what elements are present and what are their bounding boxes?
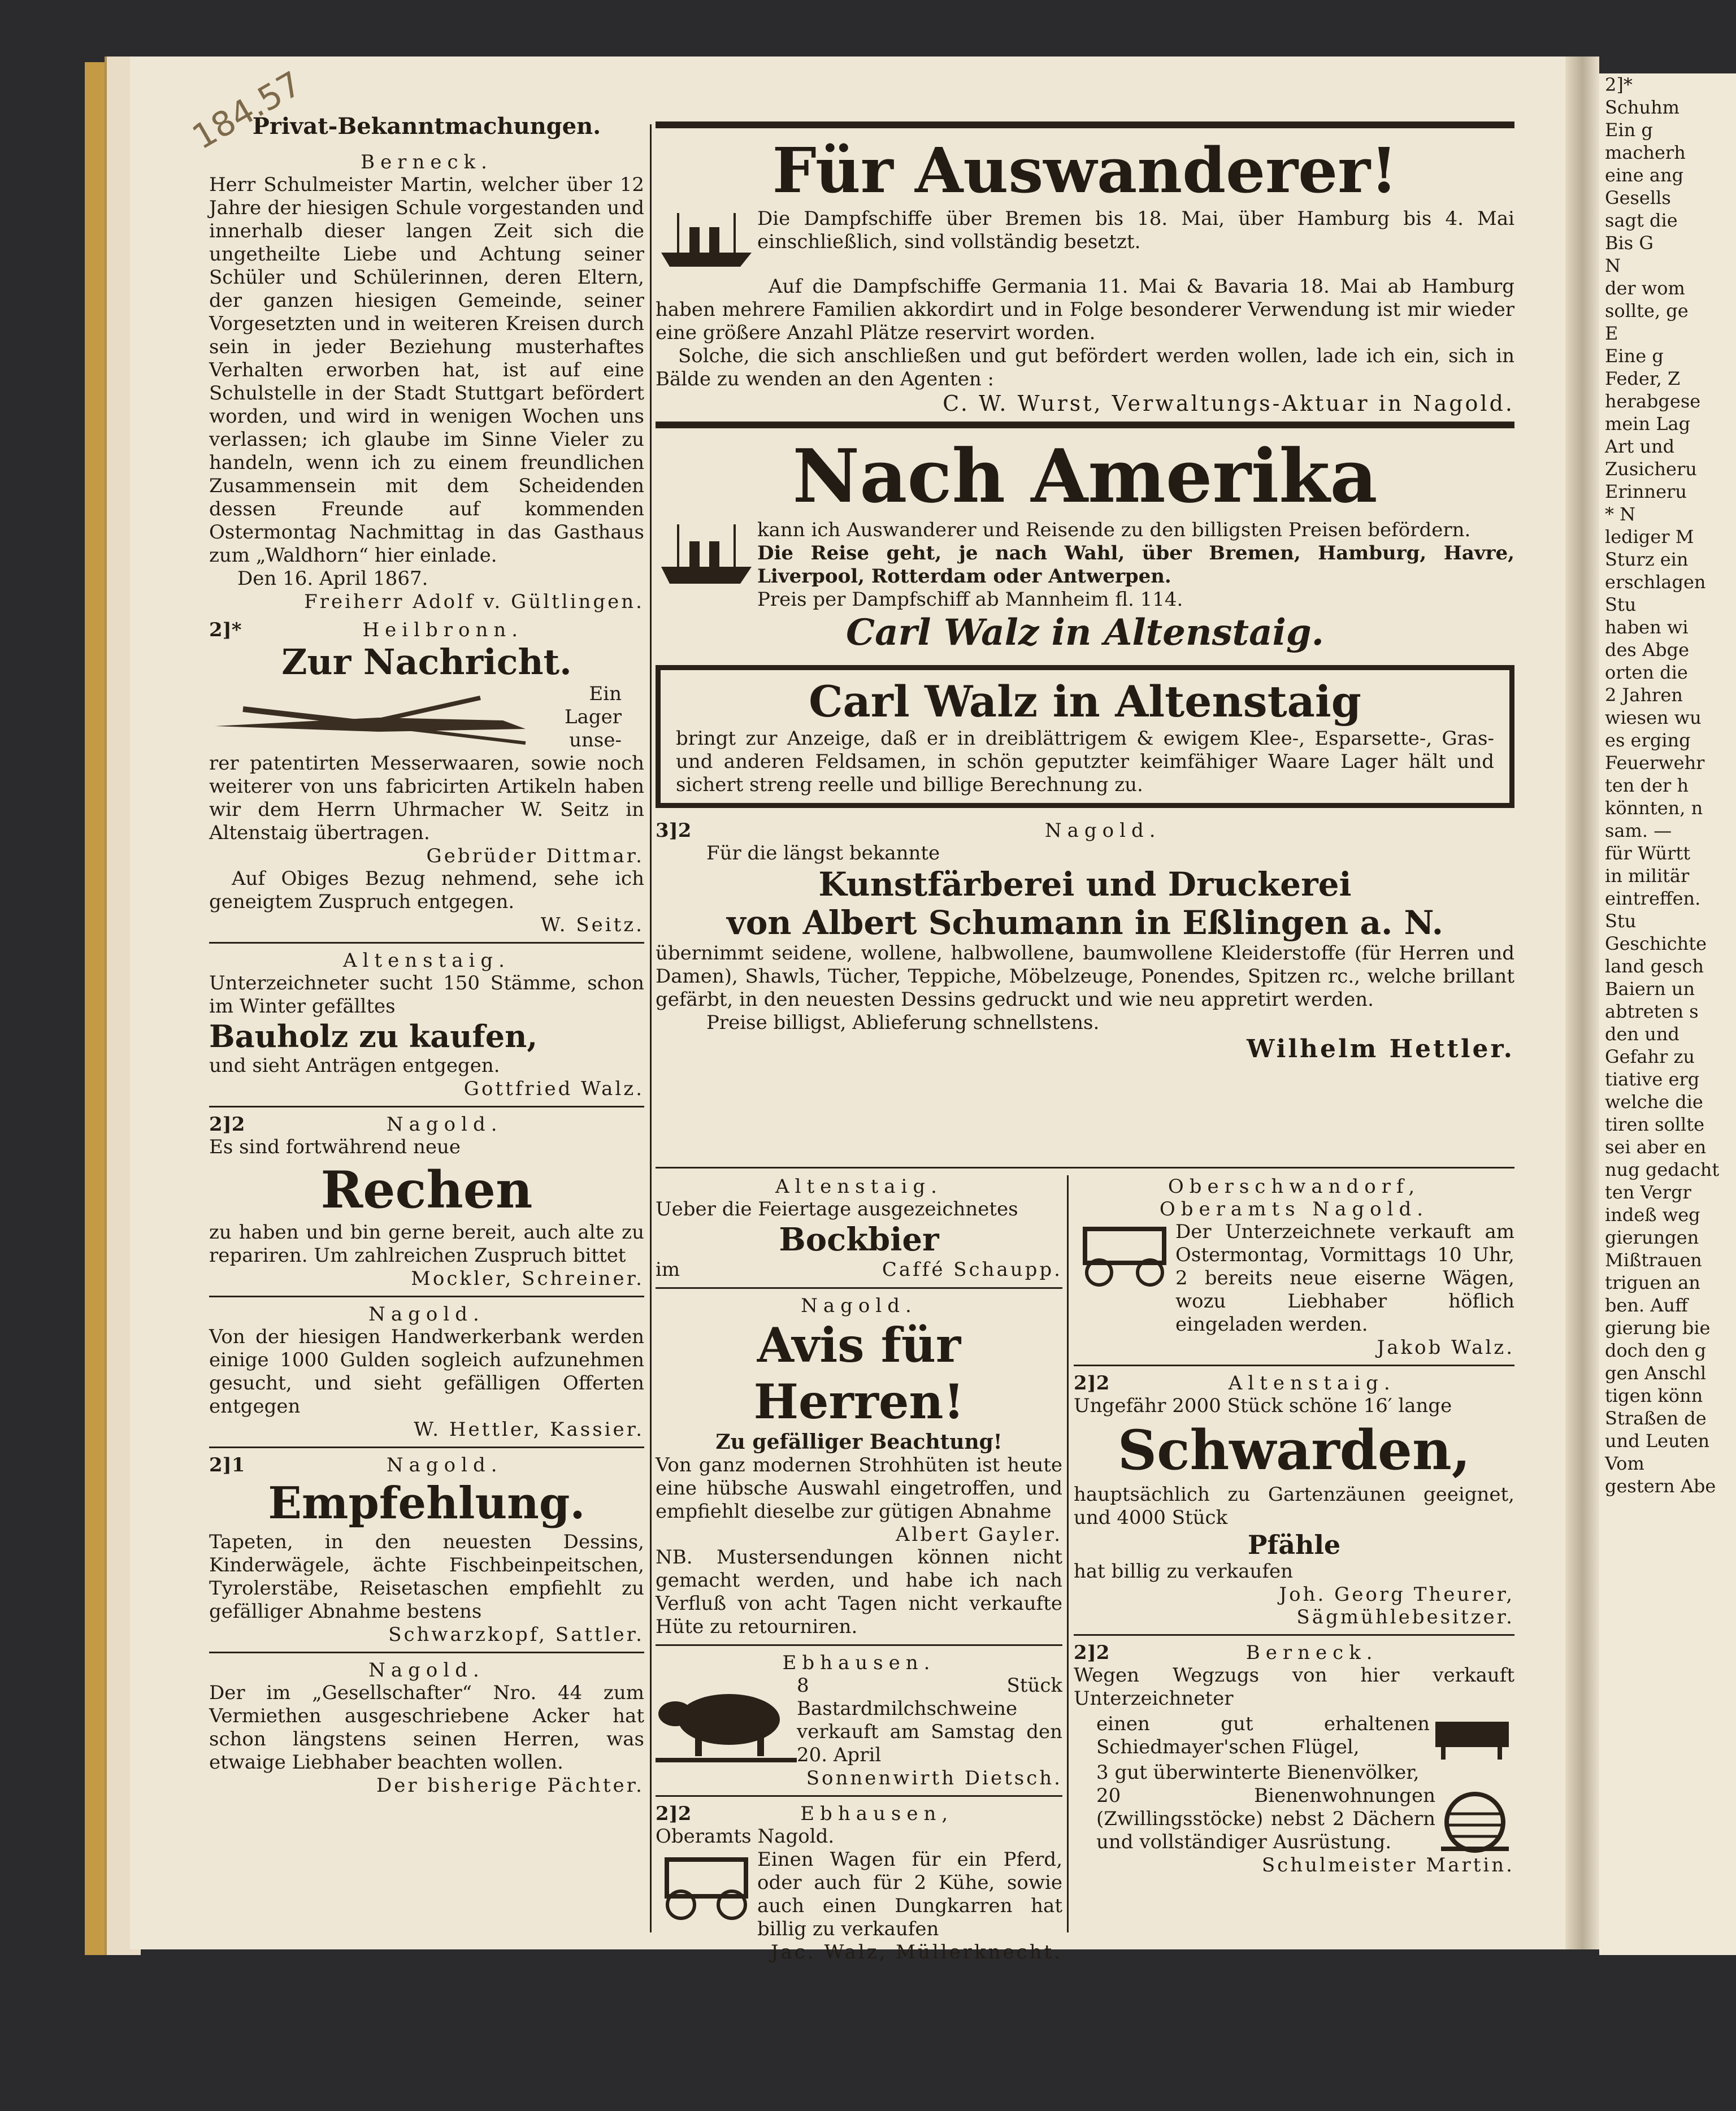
next-page-line: für Württ [1605,842,1691,864]
middle-right-subcolumn [1074,1175,1514,1938]
next-page-line: Stu [1605,594,1637,615]
ad-title: Nach Amerika [792,433,1378,519]
next-page-line: sei aber en [1605,1136,1707,1158]
ad-text: Von der hiesigen Handwerkerbank werden einige 1000 Gulden sogleich aufzunehmen gesucht, und sieht gefälligen Offerten entgegen [209,1326,644,1418]
ad-number: 2]1 [209,1454,245,1476]
ad-signature: Schwarzkopf, Sattler. [388,1623,644,1646]
ad-number: 2]2 [656,1802,692,1825]
divider [209,1106,644,1107]
next-page-line: gen Anschl [1605,1362,1707,1384]
left-column [209,113,644,1938]
ad-title: Bauholz zu kaufen, [209,1018,538,1054]
ad-text: Wegen Wegzugs von hier verkauft Unterzeichneter [1074,1664,1514,1710]
ad-signature: Mockler, Schreiner. [411,1267,644,1290]
next-page-line: gestern Abe [1605,1475,1716,1497]
ad-signature: Gottfried Walz. [463,1078,644,1100]
next-page-line: Straßen de [1605,1408,1707,1429]
ad-text: 8 Stück Bastardmilchschweine verkauft am Samstag den 20. April [797,1674,1062,1766]
ad-text: im [656,1258,680,1281]
middle-left-subcolumn [656,1175,1062,1964]
ad-text: Die Dampfschiffe über Bremen bis 18. Mai, über Hamburg bis 4. Mai einschließlich, sind vollständig besetzt. [757,207,1514,253]
ad-text: Die Reise geht, je nach Wahl, über Bremen, Hamburg, Havre, Liverpool, Rotterdam oder Antwerpen. [757,542,1514,588]
divider [656,1287,1062,1289]
next-page-line: eine ang [1605,164,1684,186]
ad-signature: W. Hettler, Kassier. [414,1418,644,1441]
pig-icon [656,1674,797,1765]
handwritten-margin-note: 184.57 [185,64,309,158]
divider [209,1296,644,1297]
ad-title: Empfehlung. [268,1478,585,1529]
pocket-knife-icon [209,687,548,749]
ad-place: Nagold. [801,1295,917,1317]
next-page-line: Stu [1605,910,1637,932]
steamship-icon [656,207,757,275]
next-page-line: tiative erg [1605,1068,1700,1090]
ad-signature: Jakob Walz. [1377,1336,1514,1359]
next-page-line: Feuerwehr [1605,752,1705,774]
ad-text: Ungefähr 2000 Stück schöne 16′ lange [1074,1395,1452,1417]
next-page-line: in militär [1605,865,1690,887]
ad-text: Auf Obiges Bezug nehmend, sehe ich geneigtem Zuspruch entgegen. [209,867,644,913]
ad-number: 2]2 [209,1113,245,1136]
next-page-line: land gesch [1605,955,1704,977]
next-page-line: ben. Auff [1605,1295,1688,1316]
divider [209,1447,644,1448]
ad-place: Oberamts Nagold. [1159,1198,1429,1220]
next-page-line: herabgese [1605,390,1701,412]
ad-signature: Freiherr Adolf v. Gültlingen. [304,590,644,613]
ad-title: Kunstfärberei und Druckerei [818,865,1352,904]
ad-number: 3]2 [656,819,692,842]
ad-title: Pfähle [1247,1530,1341,1560]
next-page-line: Vom [1605,1453,1644,1474]
next-page-line: doch den g [1605,1340,1707,1361]
divider [656,1644,1062,1646]
ad-place: Nagold. [368,1303,485,1326]
next-page-line: macherh [1605,142,1686,163]
ad-text: Auf die Dampfschiffe Germania 11. Mai & Bavaria 18. Mai ab Hamburg haben mehrere Familien akkordirt und in Folge besonderer Verwendung ist mir wieder eine größere Anzahl Plätze reservirt worden. [656,275,1514,344]
ad-text: Ein Lager unse- [565,683,622,752]
next-page-line: welche die [1605,1091,1703,1113]
ad-number: 2]* [209,619,242,641]
ad-place: Ebhausen. [782,1652,936,1674]
next-page-line: Ein g [1605,119,1653,141]
next-page-line: wiesen wu [1605,707,1702,728]
ad-place: Altenstaig. [1228,1372,1396,1395]
next-page-line: Baiern un [1605,978,1695,1000]
ad-text: Solche, die sich anschließen und gut befördert werden wollen, lade ich ein, sich in Bälde zu wenden an den Agenten : [656,345,1514,390]
next-page-line: sagt die [1605,210,1678,231]
ad-text: Von ganz modernen Strohhüten ist heute eine hübsche Auswahl eingetroffen, und empfiehlt dieselbe zur gütigen Abnahme [656,1454,1062,1523]
divider [209,942,644,944]
section-header: Privat-Bekanntmachungen. [252,113,601,140]
next-page-line: der wom [1605,277,1685,299]
ad-text: Der Unterzeichnete verkauft am Ostermontag, Vormittags 10 Uhr, 2 bereits neue eiserne Wägen, wozu Liebhaber höflich eingeladen werden. [1175,1220,1514,1336]
ad-title: Avis für Herren! [753,1317,965,1430]
next-page-line: gierungen [1605,1227,1699,1248]
ad-text: Einen Wagen für ein Pferd, oder auch für 2 Kühe, sowie auch einen Dungkarren hat billig zu verkaufen [757,1848,1062,1940]
next-page-line: es erging [1605,729,1691,751]
next-page-line: Gefahr zu [1605,1046,1695,1067]
ad-date: Den 16. April 1867. [237,567,428,590]
ad-text: Der im „Gesellschafter“ Nro. 44 zum Vermiethen ausgeschriebene Acker hat schon längstens seinen Herren, was etwaige Liebhaber beachten wollen. [209,1682,644,1774]
next-page-line: triguen an [1605,1272,1700,1293]
divider [1074,1634,1514,1636]
next-page-line: erschlagen [1605,571,1706,593]
next-page-line: eintreffen. [1605,888,1701,909]
next-page-line: ten Vergr [1605,1182,1691,1203]
steamship-icon [656,519,757,592]
next-page-line: tiren sollte [1605,1114,1705,1135]
ad-signature: Joh. Georg Theurer, [1279,1583,1514,1606]
ad-signature: W. Seitz. [540,914,644,936]
next-page-line: mein Lag [1605,413,1691,435]
next-page-line: sam. — [1605,820,1672,841]
ad-text: rer patentirten Messerwaaren, sowie noch weiterer von uns fabricirten Artikeln haben wir dem Herrn Uhrmacher W. Seitz in Altenstaig übertragen. [209,752,644,844]
next-page-line: sollte, ge [1605,300,1689,322]
ad-text: Preis per Dampfschiff ab Mannheim fl. 114. [757,588,1183,611]
next-page-line: * N [1605,503,1636,525]
ad-place: Altenstaig. [775,1175,943,1198]
ad-signature: Carl Walz in Altenstaig. [846,611,1324,654]
divider [656,422,1514,428]
next-page-line: tigen könn [1605,1385,1703,1406]
ad-place: Nagold. [1044,819,1161,842]
ad-place: Oberschwandorf, [1168,1175,1421,1198]
next-page-line: Sturz ein [1605,549,1689,570]
next-page-line: Geschichte [1605,933,1707,954]
next-page-line: gierung bie [1605,1317,1711,1339]
ad-signature: Der bisherige Pächter. [376,1774,644,1797]
next-page-line: Gesells [1605,187,1671,209]
bordered-ad [656,665,1514,808]
next-page-line: abtreten s [1605,1001,1699,1022]
next-page-line: 2 Jahren [1605,684,1683,706]
ad-place: Nagold. [368,1659,485,1682]
next-page-line: Eine g [1605,345,1664,367]
ad-title: Bockbier [779,1221,939,1258]
ad-title: Zur Nachricht. [281,641,572,683]
next-page-line: haben wi [1605,616,1689,638]
ad-subtitle: Zu gefälliger Beachtung! [715,1430,1002,1454]
next-page-line: könnten, n [1605,797,1703,819]
ad-text: übernimmt seidene, wollene, halbwollene, baumwollene Kleiderstoffe (für Herren und Damen), Shawls, Tücher, Teppiche, Möbelzeuge, Ponendes, Spitzen rc., welche brillant gefärbt, in den neuesten Dessins gedruckt und wie neu appretirt werden. [656,942,1514,1011]
next-page-line: indeß weg [1605,1204,1700,1226]
ad-place: Ebhausen, [800,1802,954,1825]
ad-text: bringt zur Anzeige, daß er in dreiblättrigem & ewigem Klee-, Esparsette-, Gras- und anderen Feldsamen, in schön geputzter keimfähiger Waare Lager hält und sichert streng reelle und billige Berechnung zu. [676,727,1494,796]
next-page-line: Zusicheru [1605,458,1697,480]
ad-signature: Sägmühlebesitzer. [1296,1606,1514,1628]
ad-text: Es sind fortwährend neue [209,1136,461,1158]
ad-signature: Gebrüder Dittmar. [426,845,644,867]
ad-text: und sieht Anträgen entgegen. [209,1054,500,1077]
ad-signature: Caffé Schaupp. [882,1258,1062,1281]
ad-text: Tapeten, in den neuesten Dessins, Kinderwägele, ächte Fischbeinpeitschen, Tyrolerstäbe, Reisetaschen empfiehlt zu gefälliger Abnahme bestens [209,1531,644,1623]
ad-place: Nagold. [386,1113,503,1136]
ad-signature: C. W. Wurst, Verwaltungs-Aktuar in Nagold. [943,391,1514,416]
beehive-icon [1435,1786,1514,1853]
ad-text: 20 Bienenwohnungen (Zwillingsstöcke) nebst 2 Dächern und vollständiger Ausrüstung. [1096,1784,1435,1853]
divider [656,1795,1062,1797]
book-gutter [1565,57,1599,1949]
column-rule [650,124,652,1932]
ad-title: von Albert Schumann in Eßlingen a. N. [727,904,1443,942]
ad-number: 2]2 [1074,1372,1110,1395]
ad-signature: Schulmeister Martin. [1261,1854,1514,1877]
ad-text: Unterzeichneter sucht 150 Stämme, schon im Winter gefälltes [209,972,644,1018]
ad-place: Altenstaig. [343,949,510,972]
ad-place: Berneck. [1245,1641,1378,1664]
ad-number: 2]2 [1074,1641,1110,1664]
next-page-line: Feder, Z [1605,368,1681,389]
next-page-line: und Leuten [1605,1430,1710,1452]
ad-title: Carl Walz in Altenstaig [809,676,1361,727]
ad-title: Schwarden, [1117,1418,1471,1482]
divider [656,121,1514,128]
divider [1074,1365,1514,1366]
ad-text: Ueber die Feiertage ausgezeichnetes [656,1198,1018,1220]
wagon-icon [656,1848,757,1922]
next-page-line: nug gedacht [1605,1159,1720,1180]
ad-text: Preise billigst, Ablieferung schnellstens. [706,1011,1100,1034]
ad-place: Heilbronn. [362,619,524,641]
ad-signature: Sonnenwirth Dietsch. [806,1767,1062,1789]
next-page-line: Mißtrauen [1605,1249,1702,1271]
ad-title: Für Auswanderer! [772,134,1398,207]
ad-place: Nagold. [386,1454,503,1476]
next-page-line: lediger M [1605,526,1694,548]
ad-text: hat billig zu verkaufen [1074,1560,1294,1583]
next-page-line: E [1605,323,1618,344]
column-rule [1067,1175,1069,1932]
ad-signature: Albert Gayler. [896,1523,1062,1546]
ad-text: einen gut erhaltenen Schiedmayer'schen Flügel, [1096,1713,1430,1758]
next-page-line: 2]* [1605,74,1633,95]
ad-text: 3 gut überwinterte Bienenvölker, [1096,1761,1420,1784]
ad-title: Rechen [320,1160,533,1220]
wagon-icon [1074,1220,1175,1288]
next-page-line: Erinneru [1605,481,1687,502]
next-page-line: des Abge [1605,639,1690,661]
ad-place: Oberamts Nagold. [656,1825,835,1848]
ad-text: Für die längst bekannte [706,842,940,865]
next-page-line: N [1605,255,1621,276]
next-page-line: orten die [1605,662,1688,683]
ad-text: kann ich Auswanderer und Reisende zu den billigsten Preisen befördern. [757,519,1471,541]
next-page-line: Bis G [1605,232,1653,254]
ad-signature: Wilhelm Hettler. [1246,1035,1514,1063]
ad-place: Berneck. [361,151,493,173]
next-page-line: ten der h [1605,775,1689,796]
next-page-fragment [1599,73,1736,1955]
divider [656,1167,1514,1169]
ad-text: NB. Mustersendungen können nicht gemacht werden, und habe ich nach Verfluß von acht Tagen nicht verkaufte Hüte zu retourniren. [656,1546,1062,1638]
ad-text: Herr Schulmeister Martin, welcher über 12 Jahre der hiesigen Schule vorgestanden und innerhalb dieser langen Zeit sich die ungetheilte Liebe und Achtung seiner Schüler und Schülerinnen, deren Eltern, der ganzen hiesigen Gemeinde, seiner Vorgesetzten und in weiteren Kreisen durch sein in jeder Beziehung musterhaftes Verhalten erworben hat, ist auf eine Schulstelle in der Stadt Stuttgart befördert worden, und wird in wenigen Wochen uns verlassen; ich glaube im Sinne Vieler zu handeln, wenn ich zu einem freundlichen Zusammensein mit dem Scheidenden dessen Freunde auf kommenden Ostermontag Nachmittag in das Gasthaus zum „Waldhorn“ hier einlade. [209,173,644,567]
ad-text: zu haben und bin gerne bereit, auch alte zu repariren. Um zahlreichen Zuspruch bittet [209,1221,644,1267]
ad-signature: Jac. Walz, Müllerknecht. [770,1941,1062,1964]
divider [209,1652,644,1653]
next-page-line: Art und [1605,436,1675,457]
next-page-line: Schuhm [1605,97,1680,118]
next-page-line: den und [1605,1023,1679,1045]
ad-text: hauptsächlich zu Gartenzäunen geeignet, und 4000 Stück [1074,1483,1514,1529]
piano-icon [1430,1710,1514,1761]
